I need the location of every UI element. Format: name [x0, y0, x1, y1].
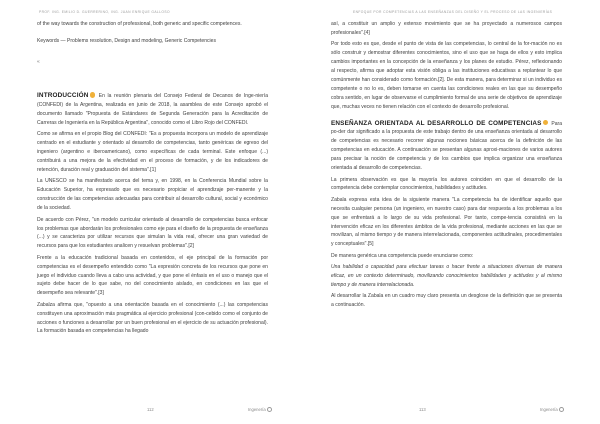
section-paragraph-1 — [331, 120, 562, 173]
journal-name: Ingenería — [248, 407, 266, 412]
intro-paragraph-4: De acuerdo con Pérez, "un modelo curricular orientado al desarrollo de competencias busca enfocar los problemas que abordarán los profesionales como eje para el diseño de la propuesta de enseñanza (...) y se caracteriza por utilizar recursos que simulan la vida real, ofrecer una gran variedad de recursos para que los estudiantes analicen y resuelvan problemas".[2] — [37, 216, 268, 250]
running-header-right: ENFOQUE POR COMPETENCIAS A LAS ENSEÑANZAS DEL DISEÑO Y EL PROCESO DE LAS INGENIERÍAS — [353, 10, 553, 14]
definition-intro: De manera genérica una competencia puede enunciarse como: — [331, 252, 474, 259]
body-paragraph-2: Por todo esto es que, desde el punto de vista de las competencias, lo central de la for-mación no es sólo construir y demostrar diferentes conocimientos, sino el uso que se haga de ellos y esto implica cambios importantes en la concepción de la enseñanza y los planes de estudio. Pérez, reflexionando al respecto, afirma que adoptar esta visión obliga a las instituciones educativas a replantear lo que comúnmente han considerado como formación.[2]. De esta manera, para determinar si un individuo es competente o no lo es, deben tomarse en cuenta las condiciones reales en las que su desempeño cobra sentido, en lugar de observarse el cumplimiento formal de una serie de objetivos de aprendizaje que, muchas veces no tienen relación con el contexto de desarrollo profesional. — [331, 41, 562, 110]
journal-name: Ingenería — [540, 407, 558, 412]
right-column — [331, 20, 562, 313]
journal-footer-left — [248, 407, 272, 412]
section-paragraph-4: Al desarrollar la Zabala en un cuadro muy claro presenta un desglose de la definición que se presenta a continuación. — [331, 293, 562, 309]
continuation-paragraph: así, a constituir un amplio y extenso movimiento que se ha proyectado a numerosos campos profesionales".[4] — [331, 21, 562, 36]
keywords-line: Keywords — Problems resolution, Design and modeling, Generic Competencies — [37, 37, 216, 44]
section-paragraph-1-text: Para po-der dar significado a la propuesta de este trabajo dentro de una enseñanza orientada al desarrollo de competencias es necesario recorrer algunas nociones básicas acerca de la definición de las competencias en educación. A continuación se presentan algunas aproxi-maciones de varios autores para precisar la noción de competencia y de los cambios que implica organizar una enseñanza orientada al desarrollo de competencias. — [331, 120, 563, 172]
intro-paragraph-1 — [37, 92, 268, 128]
intro-paragraph-3: La UNESCO se ha manifestado acerca del tema y, en 1998, en la Conferencia Mundial sobre la Educación Superior, ha expresado que es necesario propiciar el aprendizaje per-manente y la construcción de las competencias adecuadas para contribuir al desarrollo cultural, social y económico de la sociedad. — [37, 178, 268, 212]
section-title-introduccion: INTRODUCCIÓN — [37, 92, 89, 100]
intro-paragraph-6: Zabalza afirma que, "opuesto a una orientación basada en el conocimiento (...) las competencias constituyen una aproximación más pragmática al ejercicio profesional (con-cebido como el conjunto de acciones o funciones a desarrollar por un buen profesional en el ejercicio de su actuación profesional). La formación basada en competencias ha llegado — [37, 301, 268, 335]
running-header-left: PROF. ING. EMILIO D. GUERRERINO, ING. JUAN ENRIQUE GALLOSO — [39, 10, 170, 14]
journal-logo-icon — [267, 407, 272, 412]
quote-mark: « — [37, 59, 40, 66]
definition-quote — [331, 263, 562, 290]
section-paragraph-3: Zabala expresa esta idea de la siguiente manera "La competencia ha de identificar aquello que necesita cualquier persona (un ingeniero, en nuestro caso) para dar respuesta a los problemas a los que se enfrentará a lo largo de su vida profesional. Por tanto, compe-tencia consistirá en la intervención eficaz en los diferentes ámbitos de la vida profesional, mediante acciones en las que se movilizan, al mismo tiempo y de manera interrelacionada, componentes actitudinales, procedimentales y conceptuales".[5] — [331, 196, 562, 248]
intro-paragraph-5: Frente a la educación tradicional basada en contenidos, el eje principal de la formación por competencias es el desempeño entendido como "La expresión concreta de los recursos que pone en juego el individuo cuando lleva a cabo una actividad, y que pone el énfasis en el uso o manejo que el sujeto debe hacer de lo que sabe, no del conocimiento aislado, en condiciones en las que el desempeño sea relevante".[3] — [37, 254, 268, 297]
abstract-end-paragraph: of the way towards the construction of professional, both generic and specific competences. — [37, 21, 242, 27]
section-title-ensenanza: ENSEÑANZA ORIENTADA AL DESARROLLO DE COMPETENCIAS — [331, 119, 542, 127]
page-number-right: 113 — [419, 407, 426, 412]
journal-footer-right — [540, 407, 564, 412]
section-paragraph-2: La primera observación es que la mayoría los autores coinciden en que el desarrollo de la competencia debe contemplar conocimientos, habilidades y actitudes. — [331, 176, 562, 192]
intro-paragraph-2: Como se afirma en el propio Blog del CONFEDI: "Es a propuesta incorpora un modelo de aprendizaje centrado en el estudiante y orientado al desarrollo de competencias, tanto genéricas de egreso del ingeniero (argentino e iberoamericano), como específicas de cada terminal. Este enfoque (...) contribuirá a una mejora de la efectividad en el proceso de formación, y de los indicadores de retención, duración real y graduación del sistema".[1] — [37, 131, 268, 174]
intro-paragraph-1-text: En la reunión plenaria del Consejo Federal de Decanos de Inge-niería (CONFEDI) de la Argentina, realizada en junio de 2018, la asamblea de este Consejo aprobó el documento llamado "Propuesta de Estándares de Segunda Generación para la Acreditación de Carreras de Ingeniería en la República Argentina", conocido como el Libro Rojo del CONFEDI. — [37, 93, 268, 127]
definition-quote-text: Una habilidad o capacidad para efectuar tareas o hacer frente a situaciones diversas de manera eficaz, en un contexto determinado, movilizando conocimientos habilidades y actitudes y al mismo tiempo y de manera interrelacionada. — [331, 264, 562, 288]
section-bullet-icon — [90, 92, 96, 98]
left-column — [37, 20, 268, 339]
page-number-left: 112 — [147, 407, 154, 412]
journal-logo-icon — [559, 407, 564, 412]
section-bullet-icon — [543, 120, 549, 126]
